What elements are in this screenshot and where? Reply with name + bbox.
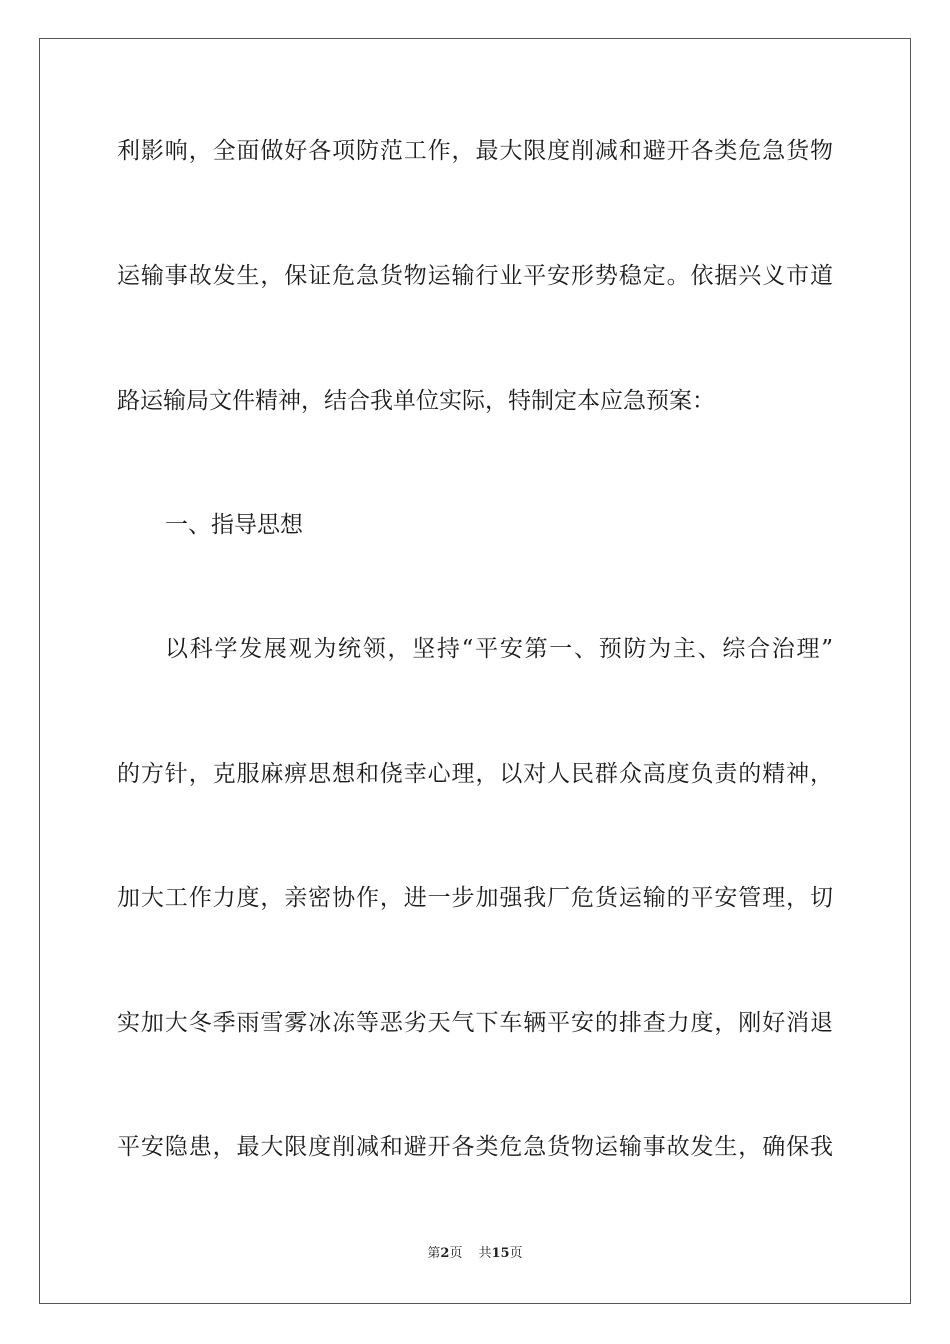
body-line-6: 的方针，克服麻痹思想和侥幸心理，以对人民群众高度负责的精神， [117,761,833,787]
page-border [39,38,911,1304]
page-footer [0,1245,950,1263]
footer-page-prefix: 第 [427,1246,441,1261]
footer-total-pages: 15 [491,1246,510,1261]
body-line-9: 平安隐患，最大限度削减和避开各类危急货物运输事故发生，确保我 [117,1134,833,1160]
body-line-5: 以科学发展观为统领，坚持“平安第一、预防为主、综合治理” [165,636,833,662]
body-line-2: 运输事故发生，保证危急货物运输行业平安形势稳定。依据兴义市道 [117,263,833,289]
footer-page-suffix: 页 [449,1246,463,1261]
body-line-3: 路运输局文件精神，结合我单位实际，特制定本应急预案： [117,388,715,414]
body-line-1: 利影响，全面做好各项防范工作，最大限度削减和避开各类危急货物 [117,138,833,164]
body-line-7: 加大工作力度，亲密协作，进一步加强我厂危货运输的平安管理，切 [117,885,833,911]
footer-total-prefix: 共 [478,1246,492,1261]
body-line-8: 实加大冬季雨雪雾冰冻等恶劣天气下车辆平安的排查力度，刚好消退 [117,1010,833,1036]
footer-total-suffix: 页 [509,1246,523,1261]
footer-page-number: 2 [440,1246,450,1261]
section-heading: 一、指导思想 [165,512,303,538]
